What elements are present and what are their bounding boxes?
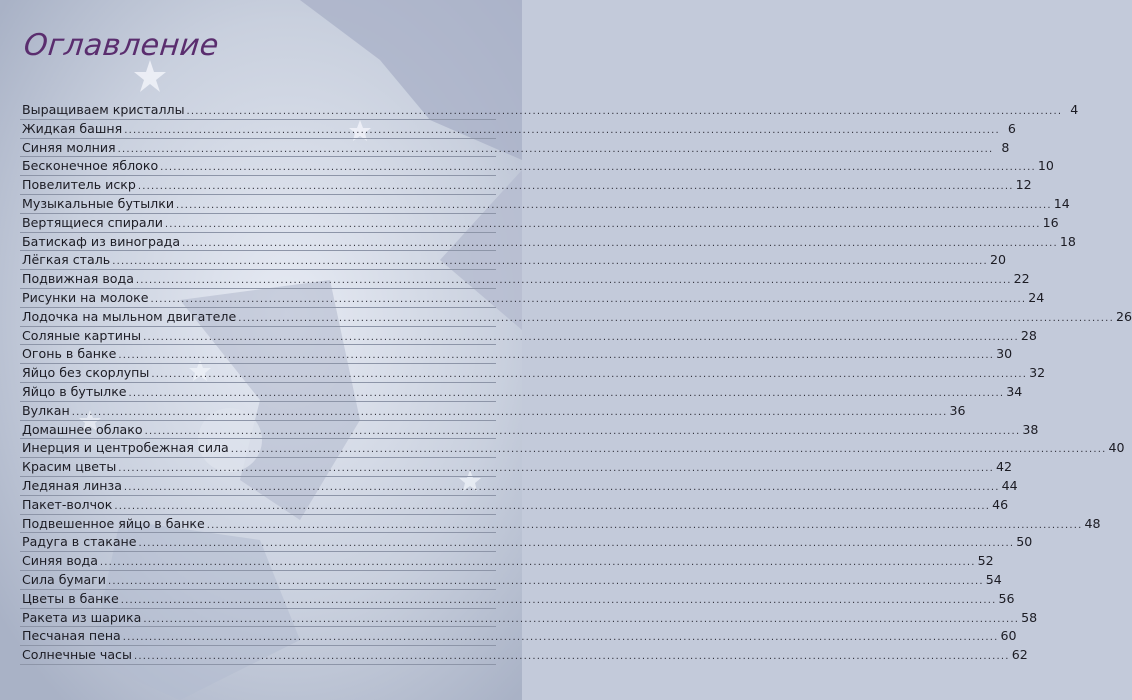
toc-entry-title: Вулкан: [22, 402, 70, 418]
toc-entry-page: 18: [1059, 233, 1076, 249]
toc-entry-page: 4: [1070, 102, 1079, 117]
page-title: Оглавление: [22, 28, 221, 63]
toc-entry[interactable]: [20, 609, 1038, 628]
toc-entry[interactable]: [20, 496, 1009, 515]
toc-entry-title: Ракета из шарика: [22, 609, 142, 625]
toc-entry-page: 58: [1021, 609, 1038, 625]
dot-leader: ........................................................................................................................................................................................................: [114, 500, 991, 512]
toc-entry-page: 54: [985, 571, 1002, 587]
toc-entry[interactable]: [20, 458, 1013, 477]
toc-entry-page: 30: [996, 346, 1013, 362]
dot-leader: ........................................................................................................................................................................................................: [182, 237, 1058, 249]
toc-entry-title: Подвижная вода: [22, 271, 134, 287]
toc-entry-title: Красим цветы: [22, 459, 117, 475]
table-of-contents: [20, 101, 1132, 665]
dot-leader: ........................................................................................................................................................................................................: [150, 293, 1027, 305]
dot-leader: ........................................................................................................................................................................................................: [230, 444, 1107, 456]
toc-entry-page: 52: [977, 553, 994, 569]
toc-entry-title: Лодочка на мыльном двигателе: [22, 308, 237, 324]
toc-entry[interactable]: [20, 627, 1017, 646]
toc-entry-title: Жидкая башня: [22, 120, 123, 136]
dot-leader: ........................................................................................................................................................................................................: [122, 632, 999, 644]
toc-entry-title: Радуга в стакане: [22, 534, 137, 550]
toc-entry[interactable]: [20, 646, 1028, 665]
dot-leader: ........................................................................................................................................................................................................: [186, 106, 1063, 117]
toc-entry-title: Подвешенное яйцо в банке: [22, 515, 205, 531]
dot-leader: ........................................................................................................................................................................................................: [138, 538, 1015, 550]
toc-entry-title: Бесконечное яблоко: [22, 158, 159, 174]
toc-entry[interactable]: [20, 364, 1046, 383]
toc-entry-page: 42: [996, 459, 1013, 475]
toc-entry-page: 32: [1029, 365, 1046, 381]
dot-leader: ........................................................................................................................................................................................................: [176, 199, 1052, 211]
toc-entry-title: Солнечные часы: [22, 647, 132, 663]
dot-leader: ........................................................................................................................................................................................................: [124, 124, 1000, 136]
dot-leader: ........................................................................................................................................................................................................: [151, 369, 1028, 381]
toc-entry[interactable]: [20, 571, 1002, 590]
dot-leader: ........................................................................................................................................................................................................: [123, 481, 1000, 493]
toc-entry-page: 16: [1042, 214, 1059, 230]
dot-leader: ........................................................................................................................................................................................................: [143, 331, 1019, 343]
toc-entry-title: Пакет-волчок: [22, 496, 113, 512]
toc-entry[interactable]: [20, 533, 1033, 552]
toc-entry-title: Яйцо в бутылке: [22, 383, 127, 399]
dot-leader: ........................................................................................................................................................................................................: [71, 406, 948, 418]
toc-entry-page: 34: [1006, 383, 1023, 399]
toc-entry-page: 44: [1001, 477, 1018, 493]
toc-entry[interactable]: [20, 195, 1070, 214]
toc-entry-page: 8: [1001, 139, 1010, 155]
toc-entry[interactable]: [20, 176, 1032, 195]
dot-leader: ........................................................................................................................................................................................................: [206, 519, 1083, 531]
toc-entry[interactable]: [20, 421, 1039, 440]
dot-leader: ........................................................................................................................................................................................................: [118, 350, 995, 362]
dot-leader: ........................................................................................................................................................................................................: [117, 143, 994, 155]
toc-entry[interactable]: [20, 590, 1015, 609]
toc-entry-title: Яйцо без скорлупы: [22, 365, 150, 381]
toc-entry-title: Синяя вода: [22, 553, 98, 569]
toc-entry-page: 40: [1108, 440, 1125, 456]
toc-entry-page: 12: [1015, 177, 1032, 193]
toc-entry-title: Огонь в банке: [22, 346, 117, 362]
toc-entry-page: 62: [1011, 647, 1028, 663]
toc-entry-title: Песчаная пена: [22, 628, 121, 644]
toc-entry-page: 36: [949, 402, 966, 418]
dot-leader: ........................................................................................................................................................................................................: [120, 594, 997, 606]
toc-entry-title: Цветы в банке: [22, 590, 119, 606]
toc-entry-title: Рисунки на молоке: [22, 289, 149, 305]
toc-entry[interactable]: [20, 101, 1079, 120]
toc-entry[interactable]: [20, 345, 1013, 364]
toc-entry-title: Лёгкая сталь: [22, 252, 111, 268]
dot-leader: ........................................................................................................................................................................................................: [118, 463, 995, 475]
toc-entry-page: 38: [1022, 421, 1039, 437]
toc-entry[interactable]: [20, 515, 1101, 534]
dot-leader: ........................................................................................................................................................................................................: [135, 275, 1012, 287]
toc-entry[interactable]: [20, 439, 1125, 458]
toc-entry[interactable]: [20, 477, 1018, 496]
toc-entry[interactable]: [20, 120, 1016, 139]
toc-entry[interactable]: [20, 383, 1023, 402]
toc-entry[interactable]: [20, 139, 1010, 158]
toc-entry-title: Музыкальные бутылки: [22, 195, 175, 211]
toc-entry-title: Батискаф из винограда: [22, 233, 181, 249]
toc-entry[interactable]: [20, 402, 966, 421]
toc-entry[interactable]: [20, 270, 1030, 289]
toc-entry-page: 14: [1053, 195, 1070, 211]
toc-entry[interactable]: [20, 233, 1076, 252]
dot-leader: ........................................................................................................................................................................................................: [238, 312, 1114, 324]
toc-entry-page: 22: [1013, 271, 1030, 287]
toc-entry-page: 46: [992, 496, 1009, 512]
toc-entry-page: 28: [1020, 327, 1037, 343]
toc-entry-page: 10: [1037, 158, 1054, 174]
toc-entry-title: Соляные картины: [22, 327, 142, 343]
toc-entry-page: 56: [998, 590, 1015, 606]
toc-entry[interactable]: [20, 157, 1054, 176]
toc-entry-title: Вертящиеся спирали: [22, 214, 163, 230]
dot-leader: ........................................................................................................................................................................................................: [99, 557, 976, 569]
dot-leader: ........................................................................................................................................................................................................: [143, 613, 1020, 625]
dot-leader: ........................................................................................................................................................................................................: [133, 651, 1010, 663]
toc-entry-title: Инерция и центробежная сила: [22, 440, 229, 456]
toc-entry[interactable]: [20, 251, 1006, 270]
toc-entry[interactable]: [20, 308, 1132, 327]
toc-entry-title: Домашнее облако: [22, 421, 143, 437]
toc-entry-title: Ледяная линза: [22, 477, 122, 493]
dot-leader: ........................................................................................................................................................................................................: [128, 387, 1005, 399]
dot-leader: ........................................................................................................................................................................................................: [137, 181, 1014, 193]
dot-leader: ........................................................................................................................................................................................................: [108, 575, 984, 587]
dot-leader: ........................................................................................................................................................................................................: [112, 256, 988, 268]
dot-leader: ........................................................................................................................................................................................................: [160, 162, 1036, 174]
toc-entry-title: Выращиваем кристаллы: [22, 102, 185, 117]
toc-entry-page: 20: [989, 252, 1006, 268]
toc-entry-page: 24: [1028, 289, 1045, 305]
toc-entry-title: Сила бумаги: [22, 571, 106, 587]
toc-entry[interactable]: [20, 289, 1045, 308]
toc-entry-page: 6: [1007, 120, 1016, 136]
dot-leader: ........................................................................................................................................................................................................: [164, 218, 1041, 230]
toc-entry-page: 48: [1084, 515, 1101, 531]
toc-entry[interactable]: [20, 552, 994, 571]
toc-entry-page: 26: [1115, 308, 1132, 324]
toc-entry[interactable]: [20, 327, 1037, 346]
toc-entry-page: 50: [1016, 534, 1033, 550]
toc-entry[interactable]: [20, 214, 1059, 233]
toc-entry-title: Повелитель искр: [22, 177, 136, 193]
toc-entry-page: 60: [1000, 628, 1017, 644]
toc-entry-title: Синяя молния: [22, 139, 116, 155]
dot-leader: ........................................................................................................................................................................................................: [144, 425, 1021, 437]
